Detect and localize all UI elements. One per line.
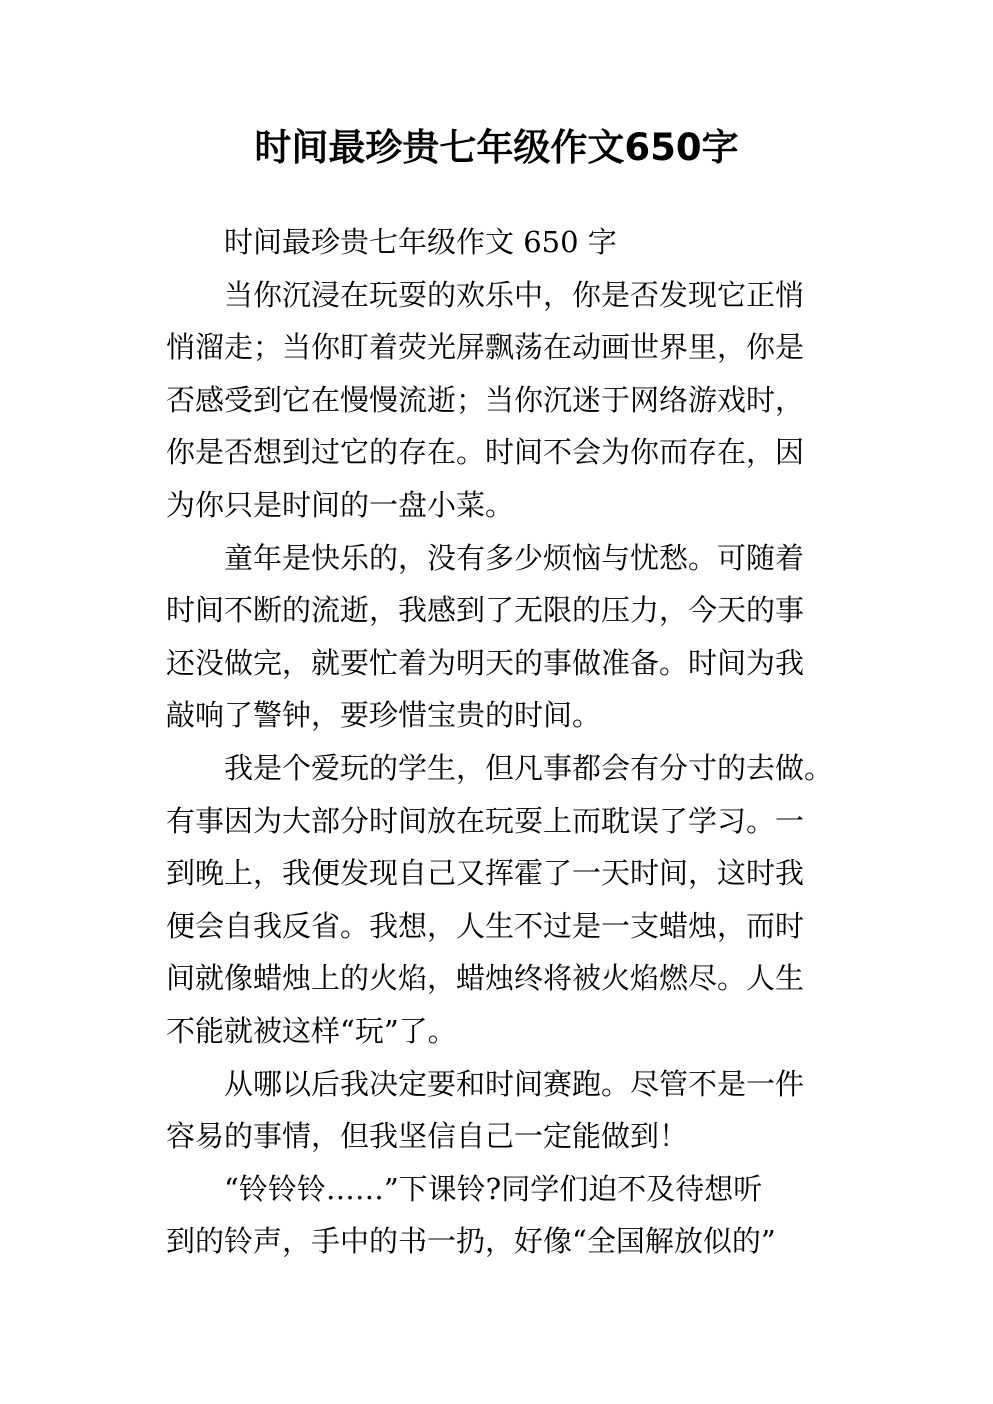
paragraph-3-line-1: 我是个爱玩的学生，但凡事都会有分寸的去做。 bbox=[224, 750, 834, 785]
paragraph-3-line-6: 不能就被这样“玩”了。 bbox=[166, 1013, 457, 1048]
paragraph-3-line-4: 便会自我反省。我想，人生不过是一支蜡烛，而时 bbox=[166, 908, 805, 943]
paragraph-1-line-3: 否感受到它在慢慢流逝；当你沉迷于网络游戏时， bbox=[166, 382, 805, 417]
paragraph-4-line-2: 容易的事情，但我坚信自己一定能做到！ bbox=[166, 1119, 689, 1154]
page-title: 时间最珍贵七年级作文650字 bbox=[254, 126, 739, 169]
paragraph-3-line-2: 有事因为大部分时间放在玩耍上而耽误了学习。一 bbox=[166, 803, 805, 838]
paragraph-1-line-1: 当你沉浸在玩耍的欢乐中，你是否发现它正悄 bbox=[224, 277, 805, 312]
paragraph-1-line-4: 你是否想到过它的存在。时间不会为你而存在，因 bbox=[166, 435, 805, 470]
paragraph-4-line-1: 从哪以后我决定要和时间赛跑。尽管不是一件 bbox=[224, 1066, 805, 1101]
subtitle-line: 时间最珍贵七年级作文 650 字 bbox=[224, 225, 617, 259]
paragraph-5-line-2: 到的铃声，手中的书一扔，好像“全国解放似的” bbox=[166, 1224, 776, 1259]
paragraph-5-line-1: “铃铃铃……”下课铃?同学们迫不及待想听 bbox=[224, 1171, 763, 1206]
paragraph-3-line-5: 间就像蜡烛上的火焰，蜡烛终将被火焰燃尽。人生 bbox=[166, 961, 805, 996]
paragraph-1-line-5: 为你只是时间的一盘小菜。 bbox=[166, 487, 515, 522]
paragraph-2-line-4: 敲响了警钟，要珍惜宝贵的时间。 bbox=[166, 698, 602, 733]
paragraph-2-line-1: 童年是快乐的，没有多少烦恼与忧愁。可随着 bbox=[224, 540, 805, 575]
paragraph-1-line-2: 悄溜走；当你盯着荧光屏飘荡在动画世界里，你是 bbox=[166, 330, 805, 365]
essay-body bbox=[166, 216, 834, 1268]
paragraph-2-line-3: 还没做完，就要忙着为明天的事做准备。时间为我 bbox=[166, 645, 805, 680]
paragraph-2-line-2: 时间不断的流逝，我感到了无限的压力，今天的事 bbox=[166, 593, 805, 628]
paragraph-3-line-3: 到晚上，我便发现自己又挥霍了一天时间，这时我 bbox=[166, 856, 805, 891]
